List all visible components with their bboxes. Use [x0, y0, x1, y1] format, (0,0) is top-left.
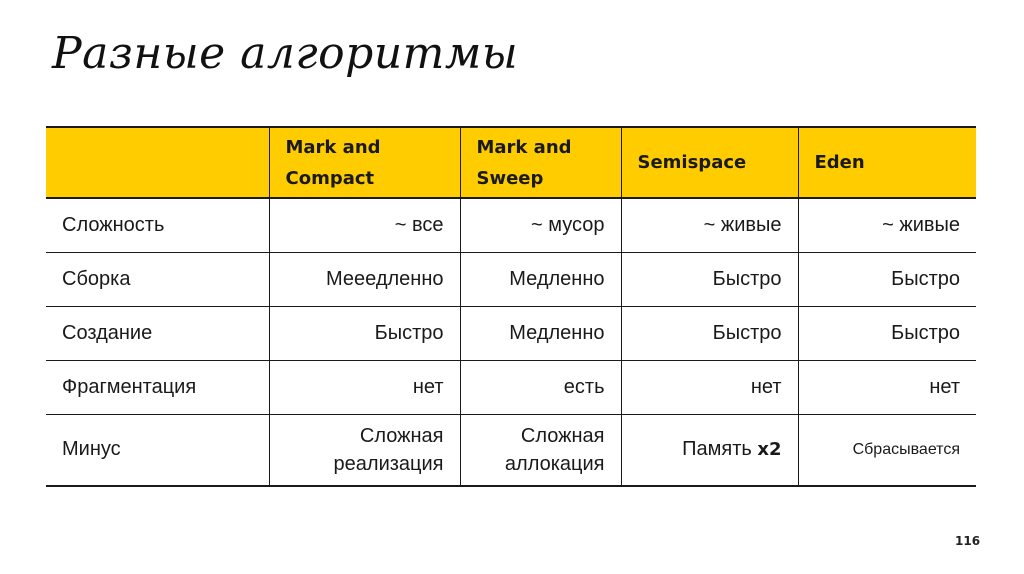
table-cell: ~ живые	[621, 198, 798, 252]
header-semispace: Semispace	[621, 127, 798, 198]
table-cell: Быстро	[798, 252, 976, 306]
table-row	[46, 252, 976, 306]
table-cell: Быстро	[621, 252, 798, 306]
table-cell: ~ живые	[798, 198, 976, 252]
table-cell: Мееедленно	[269, 252, 460, 306]
row-label: Минус	[46, 414, 269, 486]
table-cell: Сложная аллокация	[460, 414, 621, 486]
table-cell: ~ все	[269, 198, 460, 252]
slide-title: Разные алгоритмы	[52, 28, 519, 79]
table-cell: Быстро	[798, 306, 976, 360]
row-label: Сложность	[46, 198, 269, 252]
table-cell: Сложная реализация	[269, 414, 460, 486]
header-eden: Eden	[798, 127, 976, 198]
row-label: Сборка	[46, 252, 269, 306]
row-label: Создание	[46, 306, 269, 360]
table-row	[46, 360, 976, 414]
table-row	[46, 198, 976, 252]
header-mark-and-sweep: Mark and Sweep	[460, 127, 621, 198]
table-cell: нет	[269, 360, 460, 414]
row-label: Фрагментация	[46, 360, 269, 414]
table-row	[46, 306, 976, 360]
comparison-table	[46, 126, 976, 487]
header-empty	[46, 127, 269, 198]
table-cell: нет	[798, 360, 976, 414]
table-header-row	[46, 127, 976, 198]
table-cell: Медленно	[460, 252, 621, 306]
table-cell: есть	[460, 360, 621, 414]
memory-label: Память	[682, 438, 758, 461]
page-number: 116	[955, 534, 981, 548]
memory-cell	[621, 414, 798, 486]
memory-multiplier: x2	[757, 439, 782, 461]
table-cell: нет	[621, 360, 798, 414]
table-cell: Быстро	[621, 306, 798, 360]
table-row	[46, 414, 976, 486]
header-mark-and-compact: Mark and Compact	[269, 127, 460, 198]
table-cell: Быстро	[269, 306, 460, 360]
table-cell: Сбрасывается	[798, 414, 976, 486]
table-cell: Медленно	[460, 306, 621, 360]
table-cell: ~ мусор	[460, 198, 621, 252]
